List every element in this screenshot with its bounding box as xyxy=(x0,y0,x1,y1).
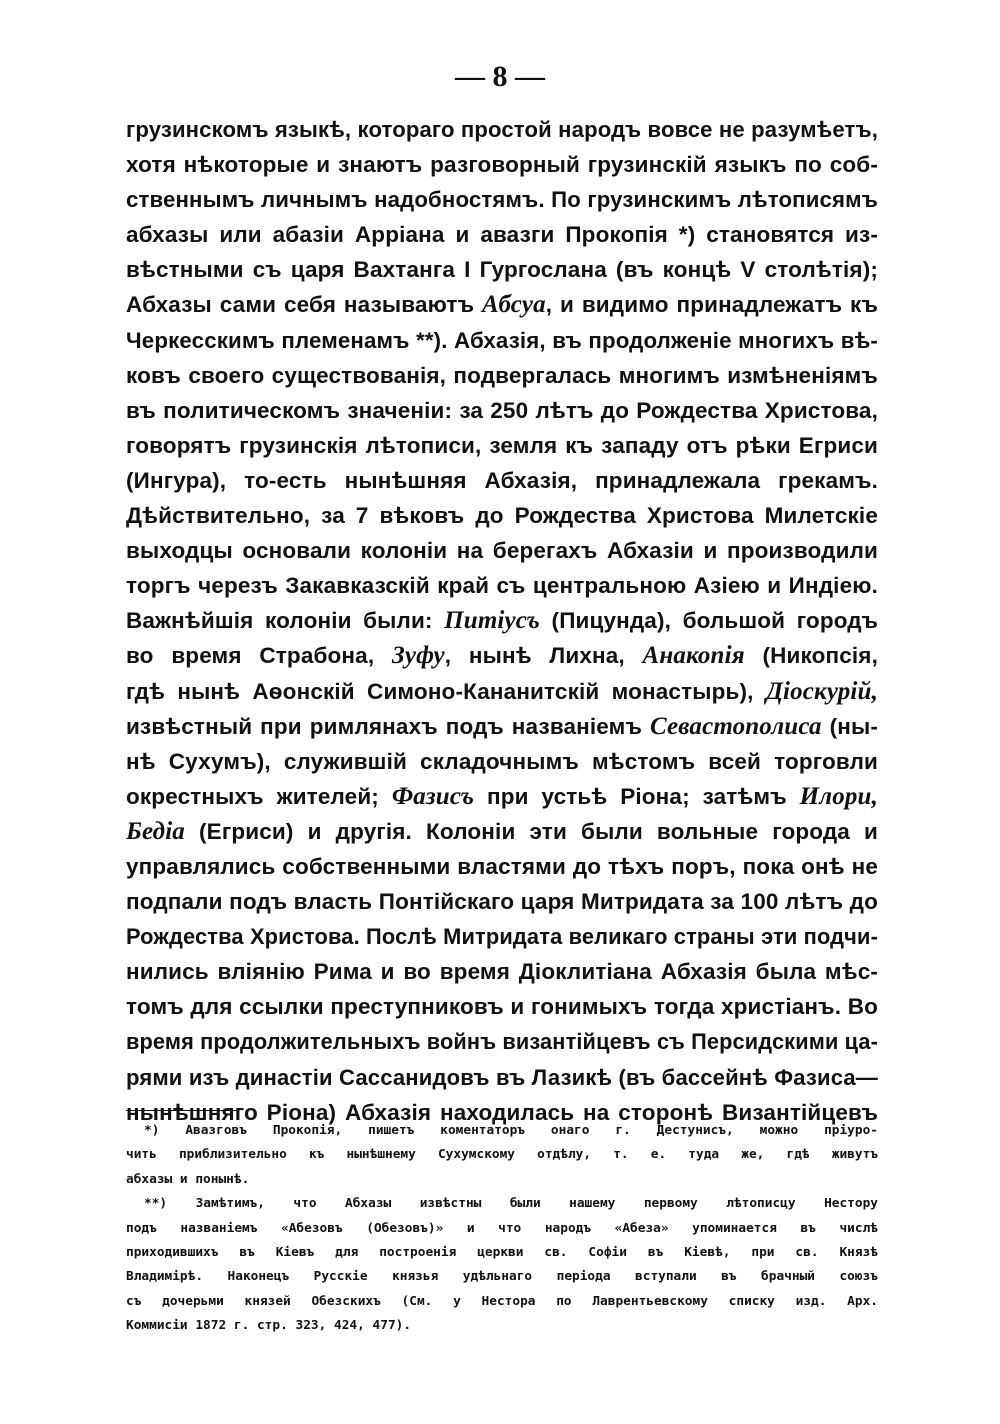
italic-name: Фазисъ xyxy=(391,782,475,810)
italic-name: Діоскурій, xyxy=(765,677,878,705)
text-line: говорятъ грузинскія лѣтописи, земля къ западу отъ рѣки Егриси xyxy=(126,432,878,458)
italic-name: Питіусъ xyxy=(444,607,540,635)
text-line: грузинскомъ языкѣ, котораго простой народъ вовсе не разумѣетъ, xyxy=(126,117,878,142)
text-line: извѣстный при римлянахъ подъ названіемъ Севастополиса (ны- xyxy=(126,712,878,740)
text-line: гдѣ нынѣ Аѳонскій Симоно-Кананитскій монастырь), Діоскурій, xyxy=(126,677,878,705)
italic-name: Илори, xyxy=(799,782,878,810)
text-line: (Ингура), то-есть нынѣшняя Абхазія, принадлежала грекамъ. xyxy=(126,467,878,493)
main-text xyxy=(126,112,878,1130)
text-line: Абхазы сами себя называютъ Абсуа, и видимо принадлежатъ къ xyxy=(126,291,878,319)
text-line: ственнымъ личнымъ надобностямъ. По грузинскимъ лѣтописямъ xyxy=(126,187,878,213)
text-line: томъ для ссылки преступниковъ и гонимыхъ тогда христіанъ. Во xyxy=(126,994,878,1020)
italic-name: Зуфу xyxy=(391,642,445,670)
text-line: въ политическомъ значеніи: за 250 лѣтъ до Рождества Христова, xyxy=(126,397,878,423)
text-line: время продолжительныхъ войнъ византійцевъ съ Персидскими ца- xyxy=(126,1029,878,1055)
italic-name: Бедіа xyxy=(126,817,185,845)
text-line: торгъ черезъ Закавказскій край съ центральною Азіею и Индіею. xyxy=(126,573,878,599)
italic-name: Абсуа xyxy=(482,291,546,319)
text-line: подпали подъ власть Понтійскаго царя Митридата за 100 лѣтъ до xyxy=(126,889,878,915)
footnote-line: абхазы и понынѣ. xyxy=(126,1171,250,1187)
footnote-line: приходившихъ въ Кіевъ для построенія церкви св. Софіи въ Кіевѣ, при св. Князѣ xyxy=(126,1244,878,1260)
text-line: во время Страбона, Зуфу, нынѣ Лихна, Анакопія (Никопсія, xyxy=(126,642,878,670)
text-line: выходцы основали колоніи на берегахъ Абхазіи и производили xyxy=(126,538,878,564)
text-line: вѣстными съ царя Вахтанга I Гургослана (въ концѣ V столѣтія); xyxy=(126,257,878,283)
footnote-line: *) Авазговъ Прокопія, пишетъ коментаторъ онаго г. Дестунисъ, можно пріуро- xyxy=(144,1123,878,1138)
italic-name: Севастополиса xyxy=(650,712,822,740)
text-line: управлялись собственными властями до тѣхъ поръ, пока онѣ не xyxy=(126,853,878,879)
text-line: Черкесскимъ племенамъ **). Абхазія, въ продолженіе многихъ вѣ- xyxy=(126,327,878,353)
footnote-line: чить приблизительно къ нынѣшнему Сухумскому отдѣлу, т. е. туда же, гдѣ живутъ xyxy=(126,1147,878,1163)
footnote-line: подъ названіемъ «Абезовъ (Обезовъ)» и что народъ «Абеза» упоминается въ числѣ xyxy=(126,1220,878,1236)
italic-name: Анакопія xyxy=(642,642,745,670)
text-line: хотя нѣкоторые и знаютъ разговорный грузинскій языкъ по соб- xyxy=(126,152,878,178)
text-line: абхазы или абазіи Арріана и авазги Прокопія *) становятся из- xyxy=(126,222,878,248)
text-line: Бедіа (Егриси) и другія. Колоніи эти были вольные города и xyxy=(126,817,878,845)
text-line: нѣ Сухумъ), служившій складочнымъ мѣстомъ всей торговли xyxy=(126,748,878,774)
text-line: Дѣйствительно, за 7 вѣковъ до Рождества Христова Милетскіе xyxy=(126,503,878,529)
footnote-line: Коммисіи 1872 г. стр. 323, 424, 477). xyxy=(126,1318,412,1334)
text-line: Важнѣйшія колоніи были: Питіусъ (Пицунда), большой городъ xyxy=(126,607,878,635)
footnote-line: **) Замѣтимъ, что Абхазы извѣстны были нашему первому лѣтописцу Нестору xyxy=(144,1196,878,1212)
text-line: ковъ своего существованія, подвергалась многимъ измѣненіямъ xyxy=(126,362,878,388)
text-line: нынѣшняго Ріона) Абхазія находилась на сторонѣ Византійцевъ xyxy=(126,1099,878,1125)
text-line: нились вліянію Рима и во время Діоклитіана Абхазія была мѣс- xyxy=(126,959,878,985)
footnotes xyxy=(126,1119,878,1339)
footnote-divider xyxy=(126,1110,238,1111)
footnote-line: съ дочерьми князей Обезскихъ (См. у Нестора по Лаврентьевскому списку изд. Арх. xyxy=(126,1293,878,1309)
text-line: рями изъ династіи Сассанидовъ въ Лазикѣ (въ бассейнѣ Фазиса— xyxy=(126,1064,878,1090)
page-number: — 8 — xyxy=(455,60,545,93)
text-line: Рождества Христова. Послѣ Митридата великаго страны эти подчи- xyxy=(126,924,878,950)
text-line: окрестныхъ жителей; Фазисъ при устьѣ Ріона; затѣмъ Илори, xyxy=(126,782,878,810)
footnote-line: Владимірѣ. Наконецъ Русскіе князья удѣльнаго періода вступали въ брачный союзъ xyxy=(126,1269,878,1285)
